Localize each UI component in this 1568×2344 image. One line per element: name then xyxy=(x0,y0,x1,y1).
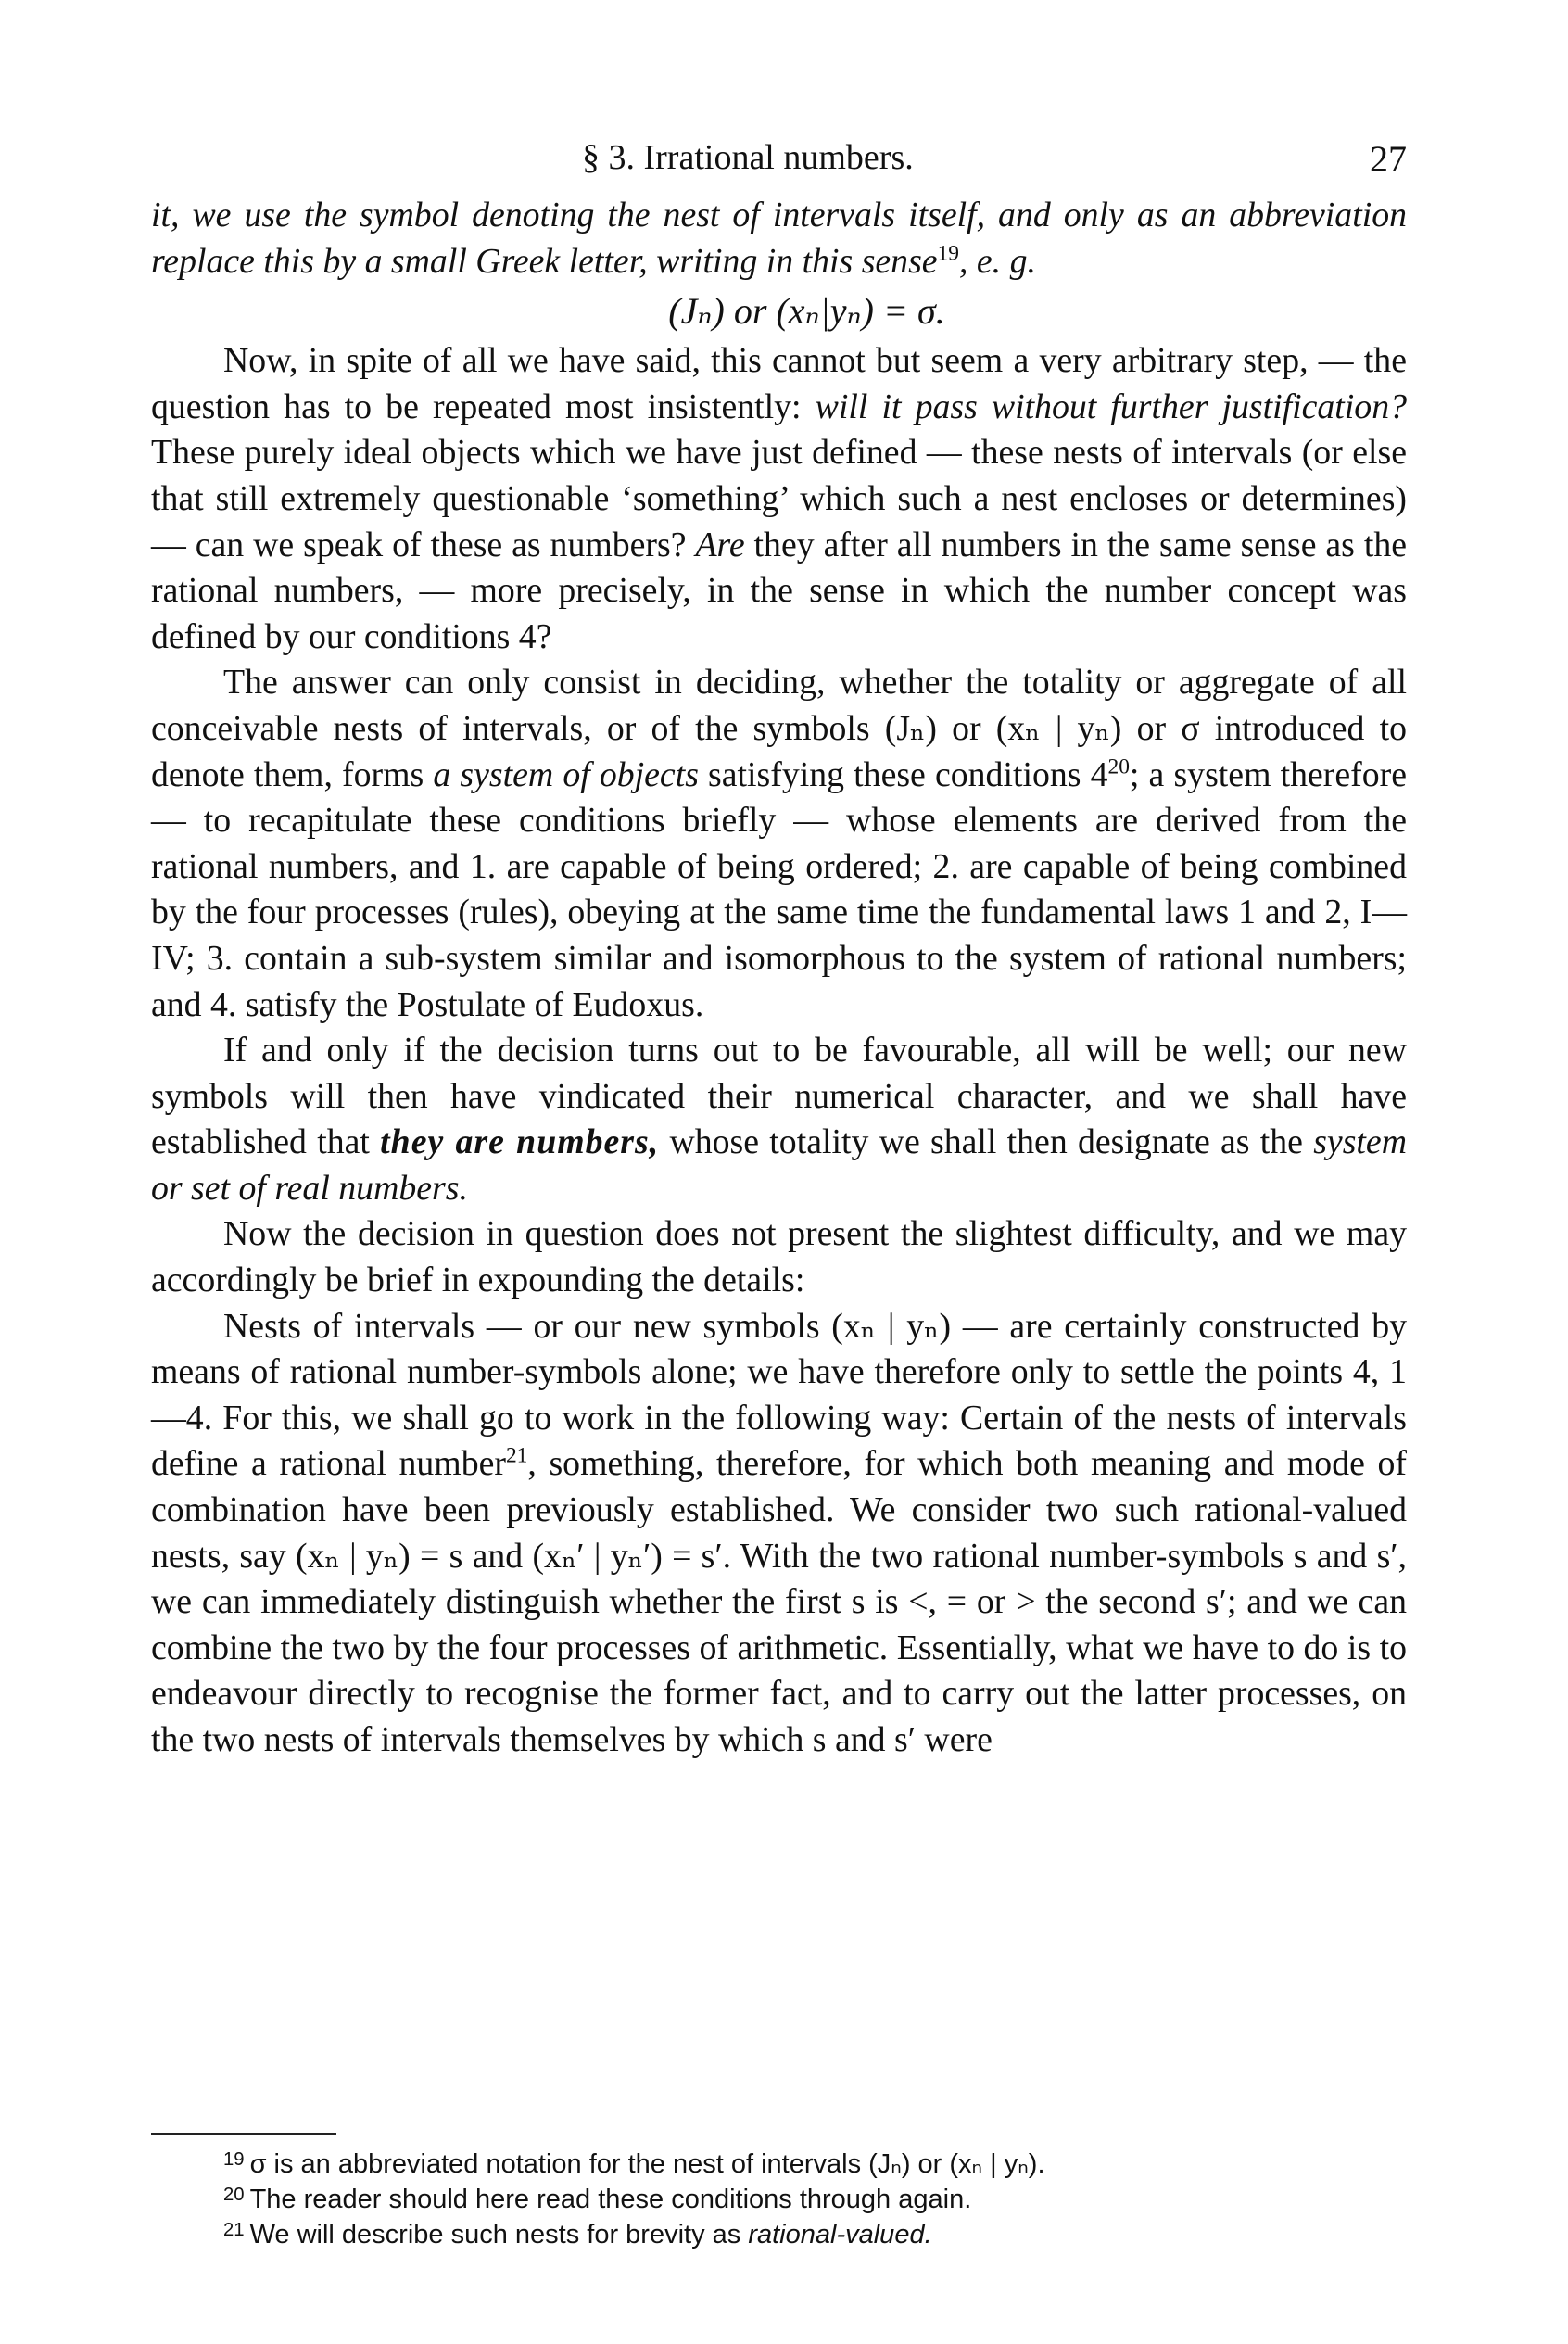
formula-text: (Jₙ) or (xₙ|yₙ) = σ. xyxy=(668,290,945,333)
footnote-ref-19: 19 xyxy=(937,241,959,265)
main-text xyxy=(151,193,1407,1764)
text: satisfying these conditions 4 xyxy=(698,754,1108,794)
footnote-text: σ is an abbreviated notation for the nest of intervals (Jₙ) or (xₙ | yₙ). xyxy=(249,2149,1045,2179)
text: These purely ideal objects which we have just defined — these nests of intervals (or else that still extremely questionable ‘something’ which such a nest encloses or determines) — can we speak of these as numbers? xyxy=(151,433,1407,564)
text: Nests of intervals — or our new symbols (xₙ | yₙ) — are certainly constructed by means of rational number-symbols alone; we have therefore only to settle the points 4, 1—4. For this, we shall go to work in the following way: Certain of the nests of intervals define a rational number xyxy=(151,1306,1407,1484)
intro-paragraph xyxy=(151,193,1407,285)
text: whose totality we shall then designate as the xyxy=(659,1122,1314,1162)
section-title: § 3. Irrational numbers. xyxy=(582,138,914,177)
footnote-21 xyxy=(223,2217,1335,2252)
intro-text: it, we use the symbol denoting the nest of intervals itself, and only as an abbreviation replace this by a small Greek letter, writing in this sense xyxy=(151,196,1407,281)
emphasis: a system of objects xyxy=(433,754,699,794)
text: they after all numbers in the same sense as the rational numbers, — more precisely, in the sense in which the number concept was defined by our conditions 4? xyxy=(151,525,1407,656)
footnote-emphasis: rational-valued. xyxy=(748,2220,932,2249)
text: , something, therefore, for which both meaning and mode of combination have been previously established. We consider two such rational-valued nests, say (xₙ | yₙ) = s and (xₙ′ | yₙ′) = s′. With the two rational number-symbols s and s′, we can immediately distinguish whether the first s is <, = or > the second s′; and we can combine the two by the four processes of arithmetic. Essentially, what we have to do is to endeavour directly to recognise the former fact, and to carry out the latter processes, on the two nests of intervals themselves by which s and s′ were xyxy=(151,1444,1407,1759)
footnote-number: 20 xyxy=(223,2185,245,2205)
paragraph-2 xyxy=(151,660,1407,1028)
text: The answer can only consist in deciding, whether the totality or aggregate of all conceivable nests of intervals, or of the symbols (Jₙ) or (xₙ | yₙ) or σ introduced to denote them, forms xyxy=(151,663,1407,794)
emphasis: Are xyxy=(695,525,745,564)
footnote-19 xyxy=(223,2147,1335,2182)
footnote-number: 21 xyxy=(223,2220,245,2240)
paragraph-5 xyxy=(151,1304,1407,1764)
paragraph-4: Now the decision in question does not present the slightest difficulty, and we may accordingly be brief in expounding the details: xyxy=(151,1214,1407,1300)
text: If and only if the decision turns out to be favourable, all will be well; our new symbols will then have vindicated their numerical character, and we shall have established that xyxy=(151,1031,1407,1162)
text: Now, in spite of all we have said, this cannot but seem a very arbitrary step, — the question has to be repeated most insistently: xyxy=(151,341,1407,426)
page-number: 27 xyxy=(1370,138,1407,180)
paragraph-3 xyxy=(151,1028,1407,1211)
emphasis: will it pass without further justification? xyxy=(815,386,1407,426)
text: ; a system therefore — to recapitulate these conditions briefly — whose elements are derived from the rational numbers, and 1. are capable of being ordered; 2. are capable of being combined by the four processes (rules), obeying at the same time the fundamental laws 1 and 2, I—IV; 3. contain a sub-system similar and isomorphous to the system of rational numbers; and 4. satisfy the Postulate of Eudoxus. xyxy=(151,754,1407,1024)
footnote-text: We will describe such nests for brevity as xyxy=(249,2220,749,2249)
display-formula xyxy=(207,285,1407,338)
footnote-number: 19 xyxy=(223,2149,245,2170)
emphasis: system or set of real numbers. xyxy=(151,1122,1407,1208)
bold-emphasis: they are numbers, xyxy=(380,1122,660,1162)
footnote-divider xyxy=(151,2133,336,2135)
footnote-20 xyxy=(223,2182,1335,2217)
running-header xyxy=(151,137,1407,185)
footnotes xyxy=(223,2147,1335,2252)
paragraph-1 xyxy=(151,338,1407,660)
footnote-ref-20: 20 xyxy=(1107,754,1130,779)
intro-text-end: , e. g. xyxy=(959,241,1036,281)
footnote-text: The reader should here read these conditions through again. xyxy=(249,2185,972,2214)
footnote-ref-21: 21 xyxy=(505,1443,528,1468)
